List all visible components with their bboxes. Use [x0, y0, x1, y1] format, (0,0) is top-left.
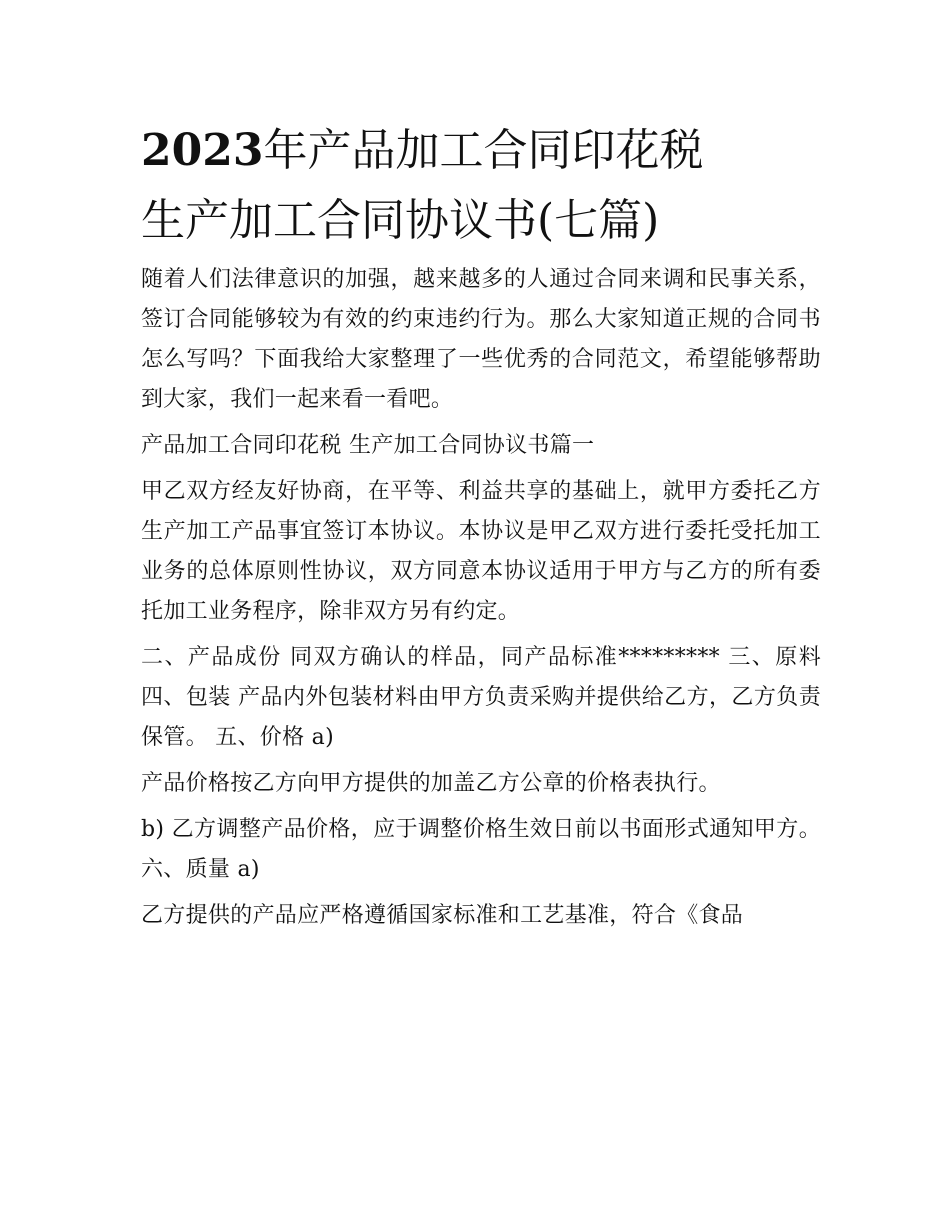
document-title	[141, 116, 821, 256]
title-line-1	[141, 116, 821, 186]
title-line-2: 生产加工合同协议书(七篇)	[141, 195, 660, 246]
section-heading: 产品加工合同印花税 生产加工合同协议书篇一	[141, 433, 595, 458]
document-page	[141, 116, 821, 936]
body-paragraph: 二、产品成份 同双方确认的样品，同产品标准********* 三、原料 四、包装 产品内外包装材料由甲方负责采购并提供给乙方，乙方负责保管。 五、价格 a)	[141, 645, 821, 750]
title-line-1-text: 年产品加工合同印花税	[263, 125, 704, 176]
document-body	[141, 260, 821, 936]
title-year: 2023	[141, 125, 264, 176]
body-paragraph: 甲乙双方经友好协商，在平等、利益共享的基础上，就甲方委托乙方生产加工产品事宜签订本协议。本协议是甲乙双方进行委托受托加工业务的总体原则性协议，双方同意本协议适用于甲方与乙方的所有委托加工业务程序，除非双方另有约定。	[141, 479, 821, 624]
body-paragraph: b) 乙方调整产品价格，应于调整价格生效日前以书面形式通知甲方。 六、质量 a)	[141, 817, 821, 882]
body-paragraph: 乙方提供的产品应严格遵循国家标准和工艺基准，符合《食品	[141, 903, 744, 928]
body-paragraph: 产品价格按乙方向甲方提供的加盖乙方公章的价格表执行。	[141, 771, 721, 796]
intro-paragraph: 随着人们法律意识的加强，越来越多的人通过合同来调和民事关系，签订合同能够较为有效的约束违约行为。那么大家知道正规的合同书怎么写吗？下面我给大家整理了一些优秀的合同范文，希望能够帮助到大家，我们一起来看一看吧。	[141, 267, 821, 412]
